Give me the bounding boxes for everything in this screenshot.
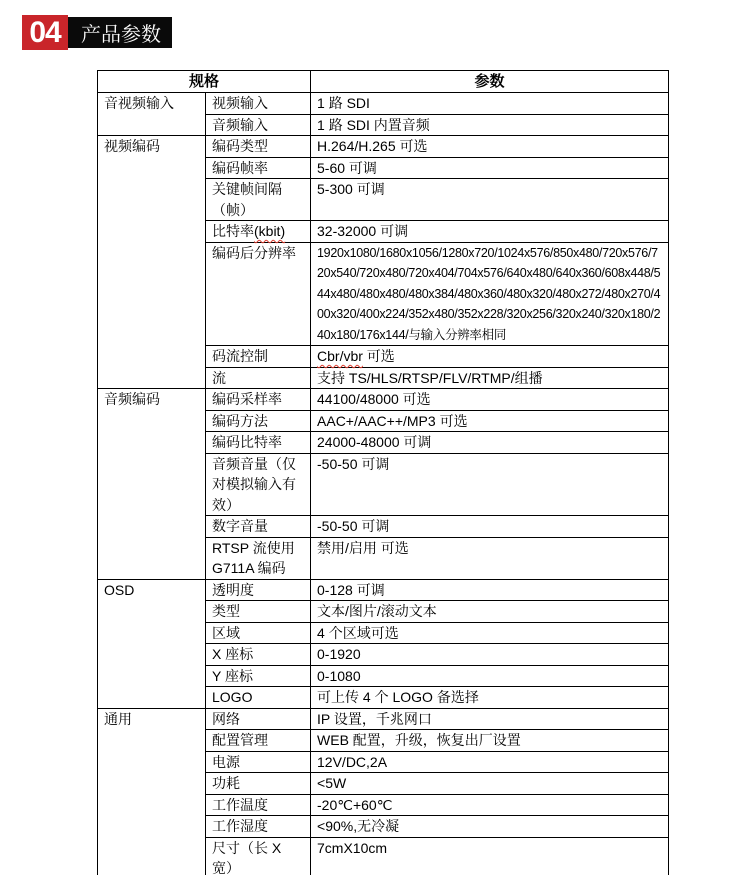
group-cell: 视频编码: [98, 136, 206, 389]
value-cell: 5-60 可调: [311, 157, 669, 179]
spec-cell: 音频输入: [206, 114, 311, 136]
value-cell: 24000-48000 可调: [311, 432, 669, 454]
value-cell: 1 路 SDI 内置音频: [311, 114, 669, 136]
value-cell: 禁用/启用 可选: [311, 537, 669, 579]
spec-cell: 编码采样率: [206, 389, 311, 411]
spec-cell: 尺寸（长 X 宽）: [206, 837, 311, 875]
spec-cell: 编码比特率: [206, 432, 311, 454]
group-cell: 音频编码: [98, 389, 206, 580]
spec-cell: 配置管理: [206, 730, 311, 752]
value-cell: -50-50 可调: [311, 453, 669, 516]
spec-cell: 关键帧间隔（帧）: [206, 179, 311, 221]
value-cell: -20℃+60℃: [311, 794, 669, 816]
section-header: [22, 15, 172, 50]
spec-cell: 工作温度: [206, 794, 311, 816]
section-title-badge: [68, 17, 172, 48]
value-cell: <5W: [311, 773, 669, 795]
section-title: 产品参数: [81, 24, 161, 46]
value-cell: 5-300 可调: [311, 179, 669, 221]
section-number-badge: [22, 15, 68, 50]
spec-cell: 比特率(kbit): [206, 221, 311, 243]
spec-cell: 网络: [206, 708, 311, 730]
value-cell: 0-1080: [311, 665, 669, 687]
value-cell: 7cmX10cm: [311, 837, 669, 875]
spec-cell: 编码方法: [206, 410, 311, 432]
spec-cell: 工作湿度: [206, 816, 311, 838]
spec-cell: RTSP 流使用 G711A 编码: [206, 537, 311, 579]
spec-cell: X 座标: [206, 644, 311, 666]
value-cell: 1 路 SDI: [311, 93, 669, 115]
value-cell: 文本/图片/滚动文本: [311, 601, 669, 623]
value-cell: H.264/H.265 可选: [311, 136, 669, 158]
spec-cell: 透明度: [206, 579, 311, 601]
value-cell: 4 个区域可选: [311, 622, 669, 644]
value-cell: 1920x1080/1680x1056/1280x720/1024x576/850x480/720x576/720x540/720x480/720x404/704x576/640x480/640x360/608x448/544x480/480x480/480x384/480x360/480x320/480x272/480x270/400x320/400x224/352x480/352x228/320x256/320x240/320x180/240x180/176x144/与输入分辨率相同: [311, 242, 669, 346]
value-cell: AAC+/AAC++/MP3 可选: [311, 410, 669, 432]
value-cell: Cbr/vbr 可选: [311, 346, 669, 368]
col-header-param: 参数: [311, 71, 669, 93]
spec-cell: 电源: [206, 751, 311, 773]
table-row: [98, 579, 669, 601]
value-cell: 0-1920: [311, 644, 669, 666]
value-cell: 44100/48000 可选: [311, 389, 669, 411]
value-cell: WEB 配置，升级，恢复出厂设置: [311, 730, 669, 752]
section-number: 04: [29, 15, 61, 49]
spec-cell: 视频输入: [206, 93, 311, 115]
table-row: [98, 708, 669, 730]
spellcheck-underline: Cbr/vbr: [317, 348, 363, 364]
value-cell: 0-128 可调: [311, 579, 669, 601]
table-row: [98, 93, 669, 115]
spec-cell: 数字音量: [206, 516, 311, 538]
spec-cell: 编码帧率: [206, 157, 311, 179]
value-cell: <90%,无冷凝: [311, 816, 669, 838]
spec-cell: 区域: [206, 622, 311, 644]
spec-cell: 流: [206, 367, 311, 389]
spec-cell: 编码后分辨率: [206, 242, 311, 346]
group-cell: 通用: [98, 708, 206, 875]
value-cell: IP 设置，千兆网口: [311, 708, 669, 730]
value-cell: 32-32000 可调: [311, 221, 669, 243]
value-cell: 可上传 4 个 LOGO 备选择: [311, 687, 669, 709]
value-cell: 支持 TS/HLS/RTSP/FLV/RTMP/组播: [311, 367, 669, 389]
spec-table-body: [98, 93, 669, 875]
spellcheck-underline: (kbit): [254, 223, 286, 239]
spec-cell: 编码类型: [206, 136, 311, 158]
value-cell: -50-50 可调: [311, 516, 669, 538]
spec-cell: LOGO: [206, 687, 311, 709]
col-header-spec: 规格: [98, 71, 311, 93]
spec-cell: 功耗: [206, 773, 311, 795]
table-row: [98, 389, 669, 411]
spec-cell: 音频音量（仅对模拟输入有效）: [206, 453, 311, 516]
group-cell: OSD: [98, 579, 206, 708]
table-row: [98, 136, 669, 158]
spec-cell: Y 座标: [206, 665, 311, 687]
table-header-row: [98, 71, 669, 93]
value-cell: 12V/DC,2A: [311, 751, 669, 773]
group-cell: 音视频输入: [98, 93, 206, 136]
spec-cell: 类型: [206, 601, 311, 623]
spec-cell: 码流控制: [206, 346, 311, 368]
spec-table: [97, 70, 669, 875]
